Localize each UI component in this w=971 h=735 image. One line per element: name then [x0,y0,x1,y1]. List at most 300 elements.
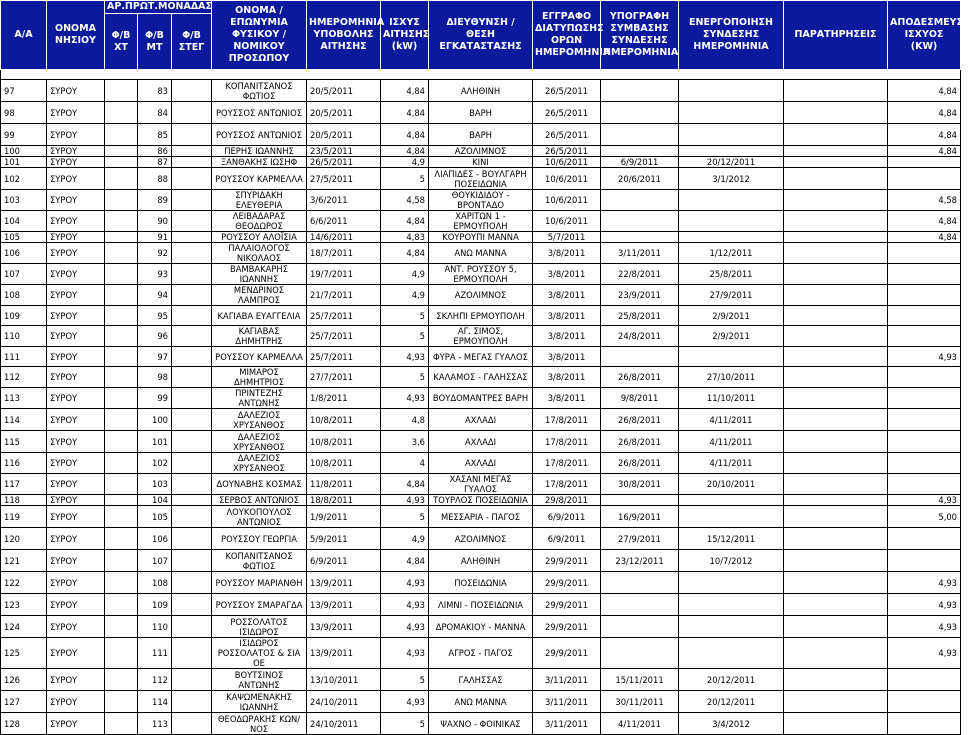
cell-name: ΒΑΜΒΑΚΑΡΗΣ ΙΩΑΝΝΗΣ [212,264,307,285]
cell-aa: 119 [1,506,47,528]
cell-contract [601,495,679,506]
cell-release: 4,93 [888,572,961,594]
cell-activation [679,347,784,367]
cell-name: ΡΟΥΣΣΟΥ ΚΑΡΜΕΛΛΑ [212,347,307,367]
cell-date: 24/10/2011 [307,691,381,713]
cell-activation: 11/10/2011 [679,388,784,409]
cell-kw: 4,8 [381,409,429,431]
cell-mt: 113 [138,713,172,735]
cell-activation: 1/12/2011 [679,243,784,264]
cell-release: 4,84 [888,80,961,102]
cell-release: 4,84 [888,232,961,243]
cell-mt: 85 [138,124,172,146]
cell-release [888,550,961,572]
cell-terms: 17/8/2011 [533,453,601,474]
cell-contract [601,190,679,211]
cell-notes [784,347,888,367]
cell-xt [105,157,138,168]
cell-date: 24/10/2011 [307,713,381,735]
cell-xt [105,495,138,506]
cell-aa: 107 [1,264,47,285]
col-header-kw: ΙΣΧΥΣ ΑΙΤΗΣΗΣ (kW) [381,1,429,70]
cell-contract: 15/11/2011 [601,669,679,691]
cell-name: ΛΕΙΒΑΔΑΡΑΣ ΘΕΟΔΩΡΟΣ [212,211,307,232]
cell-kw: 5 [381,669,429,691]
cell-activation: 27/10/2011 [679,367,784,388]
cell-mt: 104 [138,495,172,506]
cell-mt: 103 [138,474,172,495]
cell-contract: 26/8/2011 [601,367,679,388]
cell-mt: 96 [138,326,172,347]
cell-terms: 3/8/2011 [533,326,601,347]
col-header-address: ΔΙΕΥΘΥΝΣΗ / ΘΕΣΗ ΕΓΚΑΤΑΣΤΑΣΗΣ [429,1,533,70]
cell-contract [601,347,679,367]
cell-contract [601,146,679,157]
cell-notes [784,80,888,102]
cell-kw: 4,93 [381,388,429,409]
cell-name: ΒΟΥΤΣΙΝΟΣ ΑΝΤΩΝΗΣ [212,669,307,691]
cell-address: ΑΧΛΑΔΙ [429,431,533,453]
cell-date: 10/8/2011 [307,431,381,453]
cell-xt [105,347,138,367]
table-row [1,243,961,264]
table-row [1,285,961,306]
cell-terms: 29/9/2011 [533,572,601,594]
cell-mt: 98 [138,367,172,388]
cell-activation: 20/12/2011 [679,691,784,713]
cell-date: 1/8/2011 [307,388,381,409]
cell-aa: 99 [1,124,47,146]
cell-notes [784,409,888,431]
cell-mt: 106 [138,528,172,550]
cell-xt [105,102,138,124]
cell-address: ΑΖΟΛΙΜΝΟΣ [429,528,533,550]
col-header-aa: Α/Α [1,1,47,70]
cell-address: ΛΙΑΠΙΔΕΣ - ΒΟΥΛΓΑΡΗ ΠΟΣΕΙΔΩΝΙΑ [429,168,533,190]
cell-terms: 3/8/2011 [533,306,601,326]
cell-terms: 10/6/2011 [533,190,601,211]
cell-date: 23/5/2011 [307,146,381,157]
cell-steg [172,102,212,124]
cell-date: 20/5/2011 [307,102,381,124]
cell-name: ΣΕΡΒΟΣ ΑΝΤΩΝΙΟΣ [212,495,307,506]
cell-island: ΣΥΡΟΥ [47,453,105,474]
cell-xt [105,506,138,528]
cell-activation [679,211,784,232]
cell-steg [172,550,212,572]
cell-contract: 4/11/2011 [601,713,679,735]
cell-address: ΣΚΛΗΠΙ ΕΡΜΟΥΠΟΛΗ [429,306,533,326]
cell-terms: 3/8/2011 [533,243,601,264]
cell-mt: 91 [138,232,172,243]
cell-aa: 126 [1,669,47,691]
cell-contract: 23/9/2011 [601,285,679,306]
cell-date: 19/7/2011 [307,264,381,285]
cell-activation: 27/9/2011 [679,285,784,306]
cell-terms: 3/8/2011 [533,388,601,409]
cell-activation [679,638,784,669]
cell-activation [679,506,784,528]
cell-address: ΑΓΡΟΣ - ΠΑΓΟΣ [429,638,533,669]
cell-island: ΣΥΡΟΥ [47,616,105,638]
cell-name: ΚΟΠΑΝΙΤΣΑΝΟΣ ΦΩΤΙΟΣ [212,80,307,102]
cell-address: ΚΙΝΙ [429,157,533,168]
cell-aa: 106 [1,243,47,264]
cell-activation [679,572,784,594]
cell-release: 4,84 [888,102,961,124]
cell-contract: 26/8/2011 [601,409,679,431]
table-row [1,616,961,638]
cell-contract [601,211,679,232]
table-row [1,146,961,157]
table-row [1,528,961,550]
cell-steg [172,347,212,367]
cell-notes [784,431,888,453]
cell-activation: 3/4/2012 [679,713,784,735]
table-row [1,550,961,572]
cell-date: 26/5/2011 [307,157,381,168]
cell-address: ΔΡΟΜΑΚΙΟΥ - ΜΑΝΝΑ [429,616,533,638]
cell-kw: 4,84 [381,243,429,264]
cell-date: 13/9/2011 [307,594,381,616]
cell-contract: 26/8/2011 [601,431,679,453]
cell-terms: 17/8/2011 [533,474,601,495]
cell-mt: 87 [138,157,172,168]
cell-steg [172,691,212,713]
cell-aa: 115 [1,431,47,453]
cell-island: ΣΥΡΟΥ [47,347,105,367]
cell-island: ΣΥΡΟΥ [47,326,105,347]
cell-steg [172,190,212,211]
cell-steg [172,264,212,285]
cell-aa: 97 [1,80,47,102]
cell-terms: 3/11/2011 [533,691,601,713]
cell-mt: 94 [138,285,172,306]
cell-island: ΣΥΡΟΥ [47,243,105,264]
cell-notes [784,367,888,388]
cell-notes [784,285,888,306]
cell-terms: 29/9/2011 [533,594,601,616]
cell-address: ΛΙΜΝΙ - ΠΟΣΕΙΔΩΝΙΑ [429,594,533,616]
cell-release [888,306,961,326]
cell-name: ΚΟΠΑΝΙΤΣΑΝΟΣ ΦΩΤΙΟΣ [212,550,307,572]
cell-name: ΔΑΛΕΖΙΟΣ ΧΡΥΣΑΝΘΟΣ [212,453,307,474]
cell-xt [105,431,138,453]
cell-terms: 3/8/2011 [533,367,601,388]
cell-address: ΑΛΗΘΙΝΗ [429,80,533,102]
cell-address: ΑΝΤ. ΡΟΥΣΣΟΥ 5, ΕΡΜΟΥΠΟΛΗ [429,264,533,285]
cell-steg [172,669,212,691]
cell-notes [784,550,888,572]
cell-date: 18/7/2011 [307,243,381,264]
cell-island: ΣΥΡΟΥ [47,506,105,528]
cell-contract [601,102,679,124]
cell-island: ΣΥΡΟΥ [47,102,105,124]
cell-notes [784,572,888,594]
cell-activation [679,232,784,243]
cell-mt: 93 [138,264,172,285]
cell-island: ΣΥΡΟΥ [47,474,105,495]
cell-name: ΠΑΛΑΙΟΛΟΓΟΣ ΝΙΚΟΛΑΟΣ [212,243,307,264]
cell-mt: 109 [138,594,172,616]
cell-kw: 4,84 [381,474,429,495]
cell-kw: 4,84 [381,211,429,232]
cell-terms: 3/11/2011 [533,669,601,691]
cell-contract: 30/11/2011 [601,691,679,713]
col-header-terms: ΕΓΓΡΑΦΟ ΔΙΑΤΥΠΩΣΗΣ ΟΡΩΝ ΗΜΕΡΟΜΗΝΙΑ [533,1,601,70]
cell-address: ΚΑΛΑΜΟΣ - ΓΑΛΗΣΣΑΣ [429,367,533,388]
table-row [1,168,961,190]
cell-kw: 4,84 [381,550,429,572]
cell-aa: 124 [1,616,47,638]
table-row [1,669,961,691]
cell-terms: 26/5/2011 [533,124,601,146]
cell-xt [105,243,138,264]
table-row [1,453,961,474]
cell-steg [172,638,212,669]
cell-steg [172,232,212,243]
cell-kw: 4,93 [381,638,429,669]
cell-activation: 25/8/2011 [679,264,784,285]
table-row [1,102,961,124]
cell-date: 6/6/2011 [307,211,381,232]
cell-steg [172,431,212,453]
cell-kw: 5 [381,713,429,735]
cell-steg [172,285,212,306]
cell-contract [601,594,679,616]
cell-terms: 10/6/2011 [533,157,601,168]
cell-mt: 92 [138,243,172,264]
cell-notes [784,168,888,190]
cell-date: 13/9/2011 [307,616,381,638]
cell-name: ΚΑΓΙΑΒΑΣ ΔΗΜΗΤΡΗΣ [212,326,307,347]
table-row [1,638,961,669]
cell-contract: 24/8/2011 [601,326,679,347]
cell-aa: 120 [1,528,47,550]
cell-notes [784,190,888,211]
cell-name: ΔΑΛΕΖΙΟΣ ΧΡΥΣΑΝΘΟΣ [212,409,307,431]
cell-xt [105,285,138,306]
table-row [1,190,961,211]
cell-date: 10/8/2011 [307,409,381,431]
cell-contract: 30/8/2011 [601,474,679,495]
cell-aa: 100 [1,146,47,157]
cell-steg [172,367,212,388]
cell-date: 27/7/2011 [307,367,381,388]
cell-xt [105,124,138,146]
cell-terms: 3/8/2011 [533,264,601,285]
cell-xt [105,80,138,102]
col-header-activation: ΕΝΕΡΓΟΠΟΙΗΣΗ ΣΥΝΔΕΣΗΣ ΗΜΕΡΟΜΗΝΙΑ [679,1,784,70]
cell-kw: 4,93 [381,691,429,713]
cell-terms: 29/9/2011 [533,638,601,669]
cell-activation [679,495,784,506]
cell-terms: 10/6/2011 [533,211,601,232]
cell-notes [784,506,888,528]
cell-address: ΠΟΣΕΙΔΩΝΙΑ [429,572,533,594]
cell-contract: 9/8/2011 [601,388,679,409]
spacer-cell [1,70,961,80]
col-header-name: ΟΝΟΜΑ / ΕΠΩΝΥΜΙΑ ΦΥΣΙΚΟΥ / ΝΟΜΙΚΟΥ ΠΡΟΣΩΠΟΥ [212,1,307,70]
table-row [1,157,961,168]
cell-activation: 15/12/2011 [679,528,784,550]
cell-island: ΣΥΡΟΥ [47,572,105,594]
cell-notes [784,102,888,124]
cell-notes [784,495,888,506]
table-row [1,347,961,367]
cell-xt [105,232,138,243]
cell-island: ΣΥΡΟΥ [47,232,105,243]
cell-aa: 110 [1,326,47,347]
cell-xt [105,146,138,157]
cell-release [888,669,961,691]
cell-release [888,431,961,453]
cell-aa: 98 [1,102,47,124]
cell-steg [172,80,212,102]
col-header-island: ΟΝΟΜΑ ΝΗΣΙΟΥ [47,1,105,70]
cell-aa: 111 [1,347,47,367]
cell-release: 4,84 [888,211,961,232]
cell-name: ΔΑΛΕΖΙΟΣ ΧΡΥΣΑΝΘΟΣ [212,431,307,453]
cell-aa: 113 [1,388,47,409]
col-header-notes: ΠΑΡΑΤΗΡΗΣΕΙΣ [784,1,888,70]
cell-mt: 88 [138,168,172,190]
cell-release: 4,93 [888,347,961,367]
cell-steg [172,409,212,431]
cell-mt: 83 [138,80,172,102]
cell-notes [784,232,888,243]
table-row [1,211,961,232]
cell-date: 20/5/2011 [307,80,381,102]
cell-xt [105,388,138,409]
cell-island: ΣΥΡΟΥ [47,594,105,616]
cell-mt: 112 [138,669,172,691]
cell-name: ΚΑΨΩΜΕΝΑΚΗΣ ΙΩΑΝΝΗΣ [212,691,307,713]
cell-address: ΚΟΥΡΟΥΠΙ ΜΑΝΝΑ [429,232,533,243]
cell-address: ΒΟΥΔΟΜΑΝΤΡΕΣ ΒΑΡΗ [429,388,533,409]
cell-notes [784,528,888,550]
cell-notes [784,616,888,638]
cell-activation: 4/11/2011 [679,431,784,453]
cell-xt [105,594,138,616]
cell-terms: 5/7/2011 [533,232,601,243]
cell-aa: 125 [1,638,47,669]
cell-release [888,168,961,190]
cell-release [888,474,961,495]
cell-mt: 114 [138,691,172,713]
cell-notes [784,264,888,285]
cell-mt: 105 [138,506,172,528]
cell-release: 4,84 [888,146,961,157]
cell-name: ΜΙΜΑΡΟΣ ΔΗΜΗΤΡΙΟΣ [212,367,307,388]
cell-aa: 102 [1,168,47,190]
cell-island: ΣΥΡΟΥ [47,550,105,572]
cell-address: ΓΑΛΗΣΣΑΣ [429,669,533,691]
cell-mt: 90 [138,211,172,232]
cell-activation: 3/1/2012 [679,168,784,190]
cell-address: ΦΥΡΑ - ΜΕΓΑΣ ΓΥΑΛΟΣ [429,347,533,367]
cell-island: ΣΥΡΟΥ [47,285,105,306]
cell-notes [784,243,888,264]
cell-contract [601,572,679,594]
cell-steg [172,388,212,409]
cell-name: ΘΕΟΔΩΡΑΚΗΣ ΚΩΝ/ΝΟΣ [212,713,307,735]
cell-aa: 118 [1,495,47,506]
cell-name: ΡΟΥΣΣΟΥ ΣΜΑΡΑΓΔΑ [212,594,307,616]
cell-terms: 3/8/2011 [533,347,601,367]
cell-activation: 2/9/2011 [679,326,784,347]
cell-island: ΣΥΡΟΥ [47,306,105,326]
cell-notes [784,669,888,691]
cell-contract: 20/6/2011 [601,168,679,190]
cell-date: 25/7/2011 [307,306,381,326]
cell-terms: 6/9/2011 [533,528,601,550]
cell-activation: 20/12/2011 [679,669,784,691]
cell-notes [784,594,888,616]
table-row [1,264,961,285]
col-header-group: ΑΡ.ΠΡΩΤ.ΜΟΝΑΔΑΣ [105,1,212,14]
cell-xt [105,453,138,474]
cell-kw: 4,84 [381,102,429,124]
table-row [1,713,961,735]
cell-release: 4,93 [888,616,961,638]
cell-date: 14/6/2011 [307,232,381,243]
cell-name: ΛΟΥΚΟΠΟΥΛΟΣ ΑΝΤΩΝΙΟΣ [212,506,307,528]
cell-steg [172,211,212,232]
cell-contract [601,232,679,243]
cell-aa: 128 [1,713,47,735]
cell-name: ΡΟΥΣΣΟΥ ΚΑΡΜΕΛΛΑ [212,168,307,190]
cell-date: 25/7/2011 [307,347,381,367]
cell-steg [172,572,212,594]
cell-release [888,157,961,168]
table-row [1,572,961,594]
cell-mt: 84 [138,102,172,124]
cell-steg [172,124,212,146]
cell-contract [601,638,679,669]
cell-address: ΑΧΛΑΔΙ [429,453,533,474]
cell-steg [172,495,212,506]
cell-date: 6/9/2011 [307,550,381,572]
cell-date: 20/5/2011 [307,124,381,146]
cell-date: 21/7/2011 [307,285,381,306]
cell-kw: 5 [381,168,429,190]
cell-release [888,409,961,431]
cell-xt [105,528,138,550]
cell-kw: 4,84 [381,124,429,146]
cell-xt [105,190,138,211]
cell-island: ΣΥΡΟΥ [47,495,105,506]
cell-island: ΣΥΡΟΥ [47,388,105,409]
cell-address: ΑΓ. ΣΙΜΟΣ, ΕΡΜΟΥΠΟΛΗ [429,326,533,347]
cell-kw: 5 [381,326,429,347]
cell-date: 13/9/2011 [307,638,381,669]
cell-aa: 109 [1,306,47,326]
cell-date: 13/10/2011 [307,669,381,691]
cell-release [888,367,961,388]
cell-steg [172,326,212,347]
cell-steg [172,157,212,168]
cell-terms: 10/6/2011 [533,168,601,190]
cell-mt: 99 [138,388,172,409]
table-row [1,326,961,347]
cell-kw: 4,84 [381,146,429,157]
cell-activation [679,80,784,102]
cell-aa: 123 [1,594,47,616]
cell-activation: 20/10/2011 [679,474,784,495]
cell-island: ΣΥΡΟΥ [47,528,105,550]
cell-kw: 5 [381,367,429,388]
